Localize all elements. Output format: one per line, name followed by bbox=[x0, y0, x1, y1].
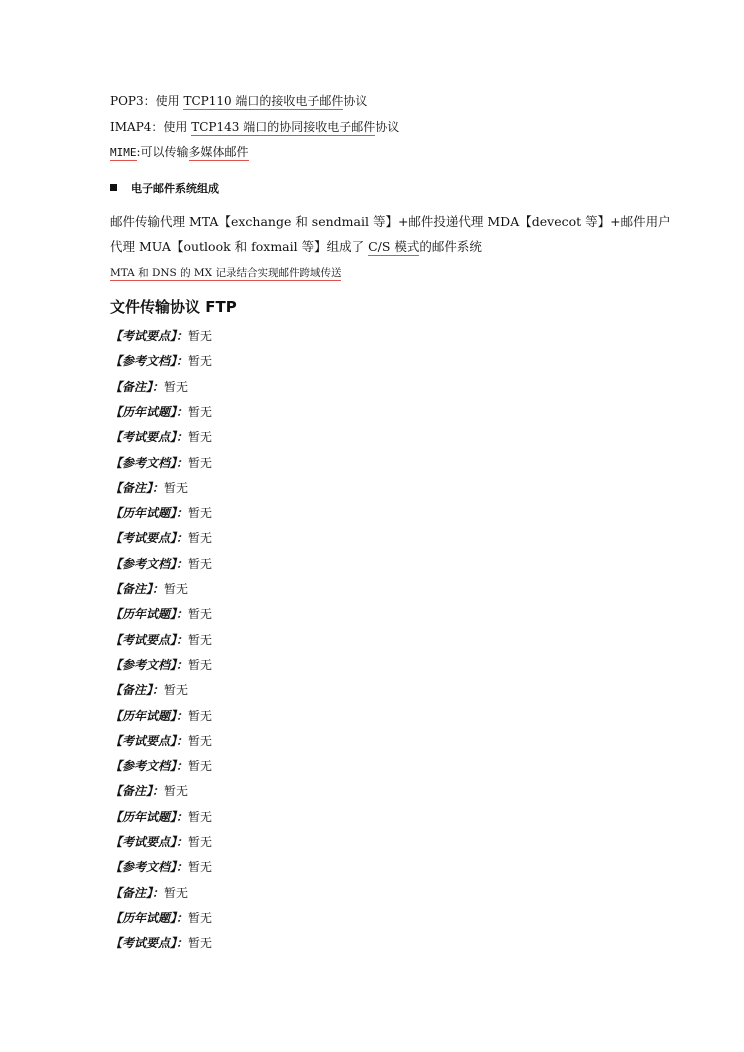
entry-value: 暂无 bbox=[164, 582, 189, 596]
pop3-suffix: 协议 bbox=[343, 94, 368, 108]
entry-row bbox=[110, 859, 212, 875]
mime-desc: :可以传输 bbox=[136, 145, 189, 159]
entry-value: 暂无 bbox=[188, 455, 213, 470]
entry-row bbox=[110, 783, 188, 799]
entry-row bbox=[110, 632, 212, 648]
entry-value: 暂无 bbox=[188, 835, 213, 849]
entry-value: 暂无 bbox=[164, 885, 189, 900]
entry-label: 【参考文档】： bbox=[110, 657, 189, 672]
entry-row bbox=[110, 328, 212, 344]
entry-row bbox=[110, 455, 212, 471]
ftp-heading: 文件传输协议 FTP bbox=[110, 298, 237, 316]
entry-value: 暂无 bbox=[188, 607, 213, 622]
entry-label: 【考试要点】： bbox=[110, 632, 189, 647]
entry-label: 【历年试题】： bbox=[110, 607, 189, 622]
entry-label: 【备注】： bbox=[110, 379, 165, 394]
entry-value: 暂无 bbox=[188, 708, 213, 723]
entry-label: 【历年试题】： bbox=[110, 809, 189, 824]
entry-row bbox=[110, 480, 188, 496]
section-title-text: 电子邮件系统组成 bbox=[131, 182, 219, 195]
entry-label: 【历年试题】： bbox=[110, 506, 189, 521]
pop3-prefix: POP3：使用 bbox=[110, 94, 184, 108]
entry-row bbox=[110, 404, 212, 420]
entry-label: 【参考文档】： bbox=[110, 860, 189, 875]
entry-label: 【历年试题】： bbox=[110, 404, 189, 419]
entry-row bbox=[110, 834, 212, 850]
entry-row bbox=[110, 606, 212, 622]
cs-mode-underlined: C/S 模式 bbox=[368, 239, 420, 254]
entry-label: 【考试要点】： bbox=[110, 531, 189, 546]
entry-value: 暂无 bbox=[188, 329, 213, 343]
entry-row bbox=[110, 556, 212, 572]
entry-label: 【历年试题】： bbox=[110, 910, 189, 925]
entry-value: 暂无 bbox=[164, 784, 189, 799]
mime-line bbox=[110, 144, 249, 161]
entry-row bbox=[110, 758, 212, 774]
entry-label: 【历年试题】： bbox=[110, 708, 189, 723]
entry-row bbox=[110, 530, 212, 546]
entry-row bbox=[110, 708, 212, 724]
entry-label: 【备注】： bbox=[110, 480, 165, 495]
entry-row bbox=[110, 733, 212, 749]
entry-label: 【考试要点】： bbox=[110, 835, 189, 849]
entry-value: 暂无 bbox=[188, 657, 213, 672]
entry-row bbox=[110, 657, 212, 673]
section-heading bbox=[110, 180, 219, 196]
entry-value: 暂无 bbox=[188, 404, 213, 419]
entry-label: 【考试要点】： bbox=[110, 329, 189, 343]
imap4-line bbox=[110, 119, 399, 135]
pop3-underlined: TCP110 端口的接收电子邮件 bbox=[183, 94, 344, 108]
entry-label: 【考试要点】： bbox=[110, 936, 189, 951]
entry-row bbox=[110, 910, 212, 926]
pop3-line bbox=[110, 93, 367, 109]
entry-label: 【考试要点】： bbox=[110, 733, 189, 748]
entry-value: 暂无 bbox=[188, 354, 213, 369]
entry-label: 【考试要点】： bbox=[110, 430, 189, 445]
paragraph-line-2 bbox=[110, 238, 482, 256]
entry-value: 暂无 bbox=[188, 936, 213, 951]
entry-value: 暂无 bbox=[188, 531, 213, 546]
entry-value: 暂无 bbox=[164, 683, 189, 698]
entry-row bbox=[110, 581, 188, 597]
entry-label: 【备注】： bbox=[110, 582, 165, 596]
entry-label: 【备注】： bbox=[110, 784, 165, 799]
entry-value: 暂无 bbox=[188, 860, 213, 875]
entry-row bbox=[110, 885, 188, 901]
imap4-suffix: 协议 bbox=[375, 120, 400, 134]
paragraph-line-1: 邮件传输代理 MTA【exchange 和 sendmail 等】+邮件投递代理 MDA【devecot 等】+邮件用户 bbox=[110, 214, 671, 229]
entry-value: 暂无 bbox=[188, 759, 213, 774]
entry-label: 【备注】： bbox=[110, 885, 165, 900]
entry-label: 【参考文档】： bbox=[110, 354, 189, 369]
entry-value: 暂无 bbox=[164, 480, 189, 495]
imap4-prefix: IMAP4：使用 bbox=[110, 120, 192, 134]
entry-value: 暂无 bbox=[188, 632, 213, 647]
mime-term: MIME bbox=[110, 146, 137, 159]
entry-label: 【参考文档】： bbox=[110, 556, 189, 571]
entry-label: 【参考文档】： bbox=[110, 759, 189, 774]
entry-row bbox=[110, 379, 188, 395]
entry-row bbox=[110, 935, 212, 951]
entry-row bbox=[110, 429, 212, 445]
entry-value: 暂无 bbox=[188, 506, 213, 521]
entry-value: 暂无 bbox=[188, 910, 213, 925]
mx-note-line bbox=[110, 265, 341, 281]
entry-row bbox=[110, 682, 188, 698]
paragraph-line-2-suffix: 的邮件系统 bbox=[419, 239, 482, 254]
entry-label: 【备注】： bbox=[110, 683, 165, 698]
entry-value: 暂无 bbox=[164, 379, 189, 394]
bullet-square-icon bbox=[110, 184, 117, 191]
entry-value: 暂无 bbox=[188, 430, 213, 445]
entry-value: 暂无 bbox=[188, 733, 213, 748]
entry-row bbox=[110, 353, 212, 369]
mx-note-underlined: MTA 和 DNS 的 MX 记录结合实现邮件跨域传送 bbox=[110, 267, 342, 279]
imap4-underlined: TCP143 端口的协同接收电子邮件 bbox=[191, 120, 376, 134]
entry-label: 【参考文档】： bbox=[110, 455, 189, 470]
paragraph-line-2-prefix: 代理 MUA【outlook 和 foxmail 等】组成了 bbox=[110, 239, 369, 254]
mime-underlined: 多媒体邮件 bbox=[188, 145, 249, 159]
entry-value: 暂无 bbox=[188, 809, 213, 824]
entry-row bbox=[110, 505, 212, 521]
entry-value: 暂无 bbox=[188, 556, 213, 571]
entry-row bbox=[110, 809, 212, 825]
